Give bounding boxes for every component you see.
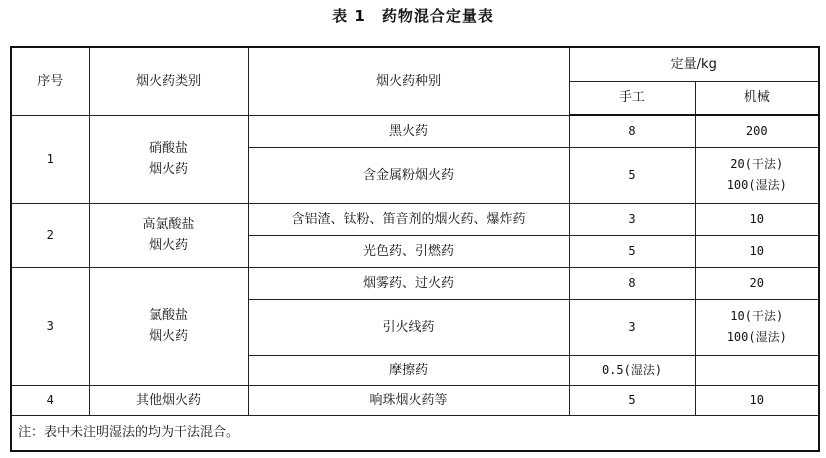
header-machine: 机械 <box>695 81 819 115</box>
machine-line: 100(湿法) <box>726 330 787 344</box>
variety-cell: 摩擦药 <box>248 355 569 385</box>
category-cell <box>89 267 248 385</box>
table-row <box>11 267 819 299</box>
seq-cell: 1 <box>11 115 89 203</box>
machine-cell <box>695 385 819 415</box>
seq-cell: 3 <box>11 267 89 385</box>
category-line: 氯酸盐 <box>148 308 188 323</box>
manual-cell: 5 <box>569 235 695 267</box>
table-row <box>11 385 819 415</box>
variety-cell: 烟雾药、过火药 <box>248 267 569 299</box>
category-line: 高氯酸盐 <box>142 217 195 232</box>
category-line: 硝酸盐 <box>148 141 188 156</box>
header-seq: 序号 <box>11 47 89 115</box>
machine-cell <box>695 299 819 355</box>
category-cell <box>89 385 248 415</box>
variety-cell: 引火线药 <box>248 299 569 355</box>
machine-cell <box>695 147 819 203</box>
variety-cell: 光色药、引燃药 <box>248 235 569 267</box>
machine-line: 200 <box>745 123 768 138</box>
header-quota: 定量/kg <box>569 47 819 81</box>
table-row <box>11 203 819 235</box>
seq-cell: 2 <box>11 203 89 267</box>
manual-cell: 3 <box>569 203 695 235</box>
machine-cell <box>695 203 819 235</box>
machine-line: 20(干法) <box>730 157 784 171</box>
machine-cell <box>695 267 819 299</box>
machine-cell <box>695 115 819 147</box>
machine-line: 10(干法) <box>730 309 784 323</box>
category-line: 烟火药 <box>148 162 188 177</box>
machine-cell <box>695 355 819 385</box>
note-row <box>11 415 819 451</box>
machine-line: 10 <box>749 243 764 258</box>
table-title: 表 1 药物混合定量表 <box>332 7 494 25</box>
category-line: 其他烟火药 <box>135 392 201 408</box>
table-row <box>11 115 819 147</box>
machine-line: 10 <box>749 392 764 407</box>
machine-cell <box>695 235 819 267</box>
category-cell <box>89 203 248 267</box>
header-manual: 手工 <box>569 81 695 115</box>
manual-cell: 8 <box>569 115 695 147</box>
seq-cell: 4 <box>11 385 89 415</box>
variety-cell: 响珠烟火药等 <box>248 385 569 415</box>
category-cell <box>89 115 248 203</box>
manual-cell: 8 <box>569 267 695 299</box>
table-note: 注：表中未注明湿法的均为干法混合。 <box>11 415 819 451</box>
header-variety: 烟火药种别 <box>248 47 569 115</box>
header-row <box>11 47 819 81</box>
category-line: 烟火药 <box>148 329 188 344</box>
manual-cell: 3 <box>569 299 695 355</box>
variety-cell: 含金属粉烟火药 <box>248 147 569 203</box>
manual-cell: 5 <box>569 147 695 203</box>
variety-cell: 含铝渣、钛粉、笛音剂的烟火药、爆炸药 <box>248 203 569 235</box>
manual-cell: 0.5(湿法) <box>569 355 695 385</box>
machine-line: 100(湿法) <box>726 178 787 192</box>
machine-line: 10 <box>749 211 764 226</box>
variety-cell: 黑火药 <box>248 115 569 147</box>
quota-table <box>10 46 820 452</box>
manual-cell: 5 <box>569 385 695 415</box>
category-line: 烟火药 <box>148 238 188 253</box>
header-category: 烟火药类别 <box>89 47 248 115</box>
machine-line: 20 <box>749 275 764 290</box>
